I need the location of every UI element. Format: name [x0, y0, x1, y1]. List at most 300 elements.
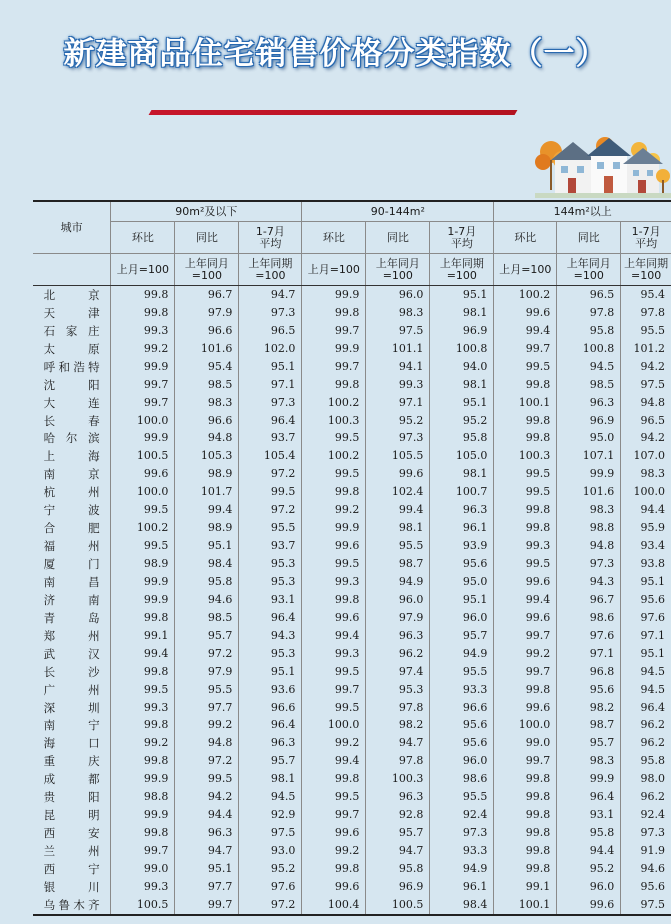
index-value: 95.5 — [430, 663, 494, 681]
index-value: 94.5 — [239, 788, 302, 806]
city-header: 城市 — [33, 201, 111, 254]
city-label: 大 连 — [43, 395, 100, 410]
city-name — [33, 752, 111, 770]
index-value: 101.6 — [557, 483, 621, 501]
index-value: 99.7 — [494, 340, 557, 358]
index-value: 97.6 — [239, 878, 302, 896]
index-value: 99.3 — [111, 699, 175, 717]
city-name — [33, 430, 111, 448]
city-name — [33, 788, 111, 806]
index-value: 99.3 — [494, 537, 557, 555]
index-value: 100.1 — [494, 394, 557, 412]
index-value: 100.5 — [111, 447, 175, 465]
index-value: 95.1 — [430, 394, 494, 412]
index-value: 93.1 — [557, 806, 621, 824]
mom-header: 环比 — [302, 222, 366, 254]
index-value: 99.6 — [302, 824, 366, 842]
index-value: 94.9 — [430, 645, 494, 663]
table-row — [33, 663, 671, 681]
index-value: 95.8 — [175, 573, 239, 591]
index-value: 94.9 — [366, 573, 430, 591]
index-value: 95.6 — [621, 878, 671, 896]
city-name — [33, 717, 111, 735]
city-name — [33, 483, 111, 501]
index-value: 94.6 — [175, 591, 239, 609]
index-value: 94.7 — [239, 286, 302, 304]
city-label: 广 州 — [43, 682, 100, 697]
city-name — [33, 824, 111, 842]
index-value: 95.3 — [239, 645, 302, 663]
table-row — [33, 501, 671, 519]
index-value: 96.2 — [366, 645, 430, 663]
index-value: 97.6 — [557, 627, 621, 645]
city-label: 银 川 — [43, 879, 100, 894]
index-value: 99.2 — [111, 340, 175, 358]
table-row — [33, 699, 671, 717]
index-value: 99.8 — [111, 824, 175, 842]
index-value: 93.4 — [621, 537, 671, 555]
index-value: 95.9 — [621, 519, 671, 537]
index-value: 98.2 — [366, 717, 430, 735]
index-value: 96.3 — [430, 501, 494, 519]
index-value: 99.7 — [494, 627, 557, 645]
index-value: 97.3 — [239, 394, 302, 412]
index-value: 95.2 — [557, 860, 621, 878]
index-value: 99.6 — [494, 609, 557, 627]
index-value: 99.8 — [494, 519, 557, 537]
city-label: 西 宁 — [43, 861, 100, 876]
index-value: 99.6 — [557, 896, 621, 915]
city-name — [33, 447, 111, 465]
ytd-base-header: 上年同期 =100 — [239, 254, 302, 286]
page-title: 新建商品住宅销售价格分类指数（一） — [63, 36, 608, 72]
table-row — [33, 645, 671, 663]
index-value: 97.4 — [366, 663, 430, 681]
index-value: 96.2 — [621, 717, 671, 735]
group-header-small: 90m²及以下 — [111, 201, 302, 222]
index-value: 99.8 — [494, 430, 557, 448]
index-value: 99.7 — [111, 394, 175, 412]
index-value: 95.7 — [430, 627, 494, 645]
index-value: 99.8 — [111, 304, 175, 322]
index-value: 99.9 — [557, 465, 621, 483]
index-value: 94.4 — [557, 842, 621, 860]
index-value: 99.3 — [111, 322, 175, 340]
index-value: 94.8 — [557, 537, 621, 555]
table-row — [33, 717, 671, 735]
city-label: 昆 明 — [43, 808, 100, 823]
index-value: 98.9 — [175, 519, 239, 537]
index-value: 97.9 — [175, 304, 239, 322]
index-value: 99.9 — [111, 806, 175, 824]
city-name — [33, 842, 111, 860]
index-value: 99.1 — [494, 878, 557, 896]
index-value: 95.0 — [430, 573, 494, 591]
table-row — [33, 394, 671, 412]
index-value: 99.3 — [302, 645, 366, 663]
index-value: 100.7 — [430, 483, 494, 501]
index-value: 97.9 — [175, 663, 239, 681]
ytd-avg-header: 1-7月 平均 — [430, 222, 494, 254]
table-row — [33, 734, 671, 752]
index-value: 98.4 — [430, 896, 494, 915]
index-value: 98.6 — [430, 770, 494, 788]
index-value: 95.6 — [430, 717, 494, 735]
index-value: 97.6 — [621, 609, 671, 627]
index-value: 99.8 — [494, 842, 557, 860]
index-value: 96.3 — [366, 788, 430, 806]
index-value: 99.8 — [302, 304, 366, 322]
index-value: 100.3 — [302, 412, 366, 430]
index-value: 102.4 — [366, 483, 430, 501]
index-value: 97.2 — [239, 465, 302, 483]
index-value: 99.2 — [302, 842, 366, 860]
index-value: 99.7 — [302, 358, 366, 376]
index-value: 99.3 — [111, 878, 175, 896]
index-value: 98.8 — [557, 519, 621, 537]
table-row — [33, 465, 671, 483]
index-value: 97.7 — [175, 878, 239, 896]
index-value: 98.7 — [366, 555, 430, 573]
index-value: 98.1 — [430, 376, 494, 394]
table-row — [33, 752, 671, 770]
index-value: 95.5 — [366, 537, 430, 555]
index-value: 95.6 — [430, 734, 494, 752]
index-value: 95.7 — [366, 824, 430, 842]
index-value: 99.8 — [494, 860, 557, 878]
index-value: 99.9 — [302, 286, 366, 304]
city-label: 太 原 — [43, 341, 100, 356]
index-value: 100.5 — [111, 896, 175, 915]
index-value: 95.8 — [621, 752, 671, 770]
index-value: 99.7 — [302, 806, 366, 824]
index-value: 97.3 — [621, 824, 671, 842]
city-name — [33, 465, 111, 483]
group-header-medium: 90-144m² — [302, 201, 494, 222]
city-name — [33, 376, 111, 394]
index-value: 99.5 — [175, 770, 239, 788]
index-value: 96.6 — [239, 699, 302, 717]
ytd-avg-header: 1-7月 平均 — [621, 222, 671, 254]
index-value: 95.4 — [175, 358, 239, 376]
city-name — [33, 681, 111, 699]
index-value: 99.8 — [494, 788, 557, 806]
index-value: 97.8 — [366, 699, 430, 717]
index-value: 97.3 — [366, 430, 430, 448]
index-value: 96.3 — [557, 394, 621, 412]
index-value: 99.9 — [302, 340, 366, 358]
index-value: 98.1 — [430, 465, 494, 483]
index-value: 96.3 — [239, 734, 302, 752]
index-value: 94.4 — [621, 501, 671, 519]
index-value: 97.5 — [621, 376, 671, 394]
index-value: 95.6 — [430, 555, 494, 573]
index-value: 96.0 — [430, 752, 494, 770]
table-row — [33, 483, 671, 501]
index-value: 101.7 — [175, 483, 239, 501]
index-value: 95.7 — [557, 734, 621, 752]
index-value: 100.2 — [302, 447, 366, 465]
index-value: 93.1 — [239, 591, 302, 609]
index-value: 98.7 — [557, 717, 621, 735]
index-value: 99.4 — [111, 645, 175, 663]
index-value: 99.6 — [302, 537, 366, 555]
index-value: 95.1 — [239, 663, 302, 681]
index-value: 99.5 — [111, 501, 175, 519]
city-label: 西 安 — [43, 826, 100, 841]
city-label: 青 岛 — [43, 610, 100, 625]
empty-header-cell — [33, 254, 111, 286]
city-name — [33, 699, 111, 717]
city-label: 济 南 — [43, 592, 100, 607]
index-value: 93.0 — [239, 842, 302, 860]
index-value: 98.1 — [430, 304, 494, 322]
index-value: 100.0 — [621, 483, 671, 501]
yoy-base-header: 上年同月 =100 — [557, 254, 621, 286]
index-value: 99.8 — [302, 376, 366, 394]
city-label: 长 春 — [43, 413, 100, 428]
index-value: 96.8 — [557, 663, 621, 681]
city-label: 哈尔滨 — [43, 431, 100, 446]
index-value: 95.5 — [430, 788, 494, 806]
index-value: 100.5 — [366, 896, 430, 915]
city-label: 深 圳 — [43, 700, 100, 715]
index-value: 95.6 — [621, 591, 671, 609]
table-row — [33, 806, 671, 824]
index-value: 99.9 — [111, 358, 175, 376]
index-value: 97.1 — [239, 376, 302, 394]
index-value: 95.5 — [239, 519, 302, 537]
index-value: 99.4 — [302, 752, 366, 770]
city-name — [33, 286, 111, 304]
index-value: 99.4 — [302, 627, 366, 645]
index-value: 99.5 — [111, 537, 175, 555]
table-row — [33, 447, 671, 465]
index-value: 99.8 — [302, 483, 366, 501]
index-value: 94.2 — [621, 358, 671, 376]
index-value: 99.6 — [494, 304, 557, 322]
yoy-header: 同比 — [175, 222, 239, 254]
index-value: 95.1 — [621, 573, 671, 591]
index-value: 100.3 — [494, 447, 557, 465]
city-name — [33, 860, 111, 878]
index-value: 95.1 — [175, 537, 239, 555]
table-row — [33, 878, 671, 896]
index-value: 97.5 — [621, 896, 671, 915]
table-row — [33, 896, 671, 915]
city-label: 南 宁 — [43, 718, 100, 733]
city-name — [33, 734, 111, 752]
index-value: 96.4 — [557, 788, 621, 806]
city-label: 合 肥 — [43, 521, 100, 536]
index-value: 99.6 — [494, 699, 557, 717]
index-value: 96.5 — [621, 412, 671, 430]
index-value: 99.7 — [175, 896, 239, 915]
index-value: 94.5 — [557, 358, 621, 376]
index-value: 99.5 — [494, 483, 557, 501]
table-row — [33, 842, 671, 860]
index-value: 100.2 — [494, 286, 557, 304]
mom-base-header: 上月=100 — [494, 254, 557, 286]
index-value: 99.4 — [175, 501, 239, 519]
index-value: 94.9 — [430, 860, 494, 878]
index-value: 97.2 — [175, 645, 239, 663]
yoy-header: 同比 — [366, 222, 430, 254]
city-label: 宁 波 — [43, 503, 100, 518]
city-name — [33, 340, 111, 358]
index-value: 99.9 — [111, 591, 175, 609]
index-value: 105.5 — [366, 447, 430, 465]
city-label: 杭 州 — [43, 485, 100, 500]
group-header-large: 144m²以上 — [494, 201, 671, 222]
index-value: 98.3 — [366, 304, 430, 322]
index-value: 98.3 — [621, 465, 671, 483]
index-value: 100.0 — [302, 717, 366, 735]
index-value: 98.3 — [557, 752, 621, 770]
index-value: 95.1 — [175, 860, 239, 878]
table-row — [33, 340, 671, 358]
index-value: 100.1 — [494, 896, 557, 915]
index-value: 92.4 — [430, 806, 494, 824]
houses-illustration-icon — [535, 130, 671, 198]
index-value: 97.3 — [430, 824, 494, 842]
index-value: 98.9 — [175, 465, 239, 483]
city-label: 成 都 — [43, 772, 100, 787]
mom-base-header: 上月=100 — [111, 254, 175, 286]
index-value: 94.7 — [366, 842, 430, 860]
index-value: 99.0 — [494, 734, 557, 752]
index-value: 94.7 — [175, 842, 239, 860]
index-value: 96.0 — [430, 609, 494, 627]
ytd-base-header: 上年同期 =100 — [621, 254, 671, 286]
city-label: 呼和浩特 — [43, 359, 100, 374]
index-value: 99.6 — [302, 609, 366, 627]
index-value: 97.9 — [366, 609, 430, 627]
index-value: 100.8 — [557, 340, 621, 358]
index-value: 92.8 — [366, 806, 430, 824]
index-value: 99.4 — [494, 591, 557, 609]
index-value: 98.1 — [239, 770, 302, 788]
index-value: 107.0 — [621, 447, 671, 465]
index-value: 107.1 — [557, 447, 621, 465]
index-value: 96.4 — [621, 699, 671, 717]
index-value: 99.3 — [366, 376, 430, 394]
index-value: 99.2 — [494, 645, 557, 663]
index-value: 99.4 — [366, 501, 430, 519]
index-value: 99.5 — [494, 358, 557, 376]
table-row — [33, 681, 671, 699]
index-value: 96.5 — [239, 322, 302, 340]
table-row — [33, 322, 671, 340]
index-value: 98.9 — [111, 555, 175, 573]
table-row — [33, 519, 671, 537]
index-value: 93.7 — [239, 430, 302, 448]
city-label: 南 京 — [43, 467, 100, 482]
index-value: 96.4 — [239, 609, 302, 627]
index-value: 96.0 — [366, 591, 430, 609]
table-row — [33, 591, 671, 609]
index-value: 94.1 — [366, 358, 430, 376]
index-value: 99.9 — [111, 430, 175, 448]
index-value: 105.4 — [239, 447, 302, 465]
city-label: 海 口 — [43, 736, 100, 751]
table-row — [33, 824, 671, 842]
index-value: 96.7 — [175, 286, 239, 304]
city-label: 沈 阳 — [43, 377, 100, 392]
index-value: 99.8 — [494, 376, 557, 394]
index-value: 99.7 — [111, 842, 175, 860]
mom-header: 环比 — [111, 222, 175, 254]
index-value: 93.3 — [430, 681, 494, 699]
index-value: 100.0 — [111, 412, 175, 430]
table-row — [33, 286, 671, 304]
index-value: 98.5 — [175, 609, 239, 627]
index-value: 99.6 — [366, 465, 430, 483]
index-value: 98.0 — [621, 770, 671, 788]
index-value: 99.9 — [557, 770, 621, 788]
index-value: 99.5 — [494, 555, 557, 573]
index-value: 95.0 — [557, 430, 621, 448]
index-value: 96.6 — [175, 412, 239, 430]
index-value: 96.2 — [621, 788, 671, 806]
index-value: 93.8 — [621, 555, 671, 573]
index-value: 99.7 — [494, 752, 557, 770]
index-value: 99.1 — [111, 627, 175, 645]
city-name — [33, 412, 111, 430]
city-name — [33, 519, 111, 537]
index-value: 99.5 — [302, 663, 366, 681]
index-value: 95.8 — [366, 860, 430, 878]
city-name — [33, 573, 111, 591]
index-value: 97.1 — [366, 394, 430, 412]
index-value: 99.5 — [302, 699, 366, 717]
index-value: 93.7 — [239, 537, 302, 555]
index-value: 97.3 — [239, 304, 302, 322]
index-value: 99.4 — [494, 322, 557, 340]
index-value: 98.3 — [557, 501, 621, 519]
index-value: 97.5 — [366, 322, 430, 340]
index-value: 98.2 — [557, 699, 621, 717]
index-value: 99.2 — [302, 501, 366, 519]
index-value: 98.8 — [111, 788, 175, 806]
index-value: 98.6 — [557, 609, 621, 627]
index-value: 101.6 — [175, 340, 239, 358]
index-value: 96.6 — [430, 699, 494, 717]
index-value: 94.5 — [621, 663, 671, 681]
index-value: 95.1 — [430, 286, 494, 304]
index-value: 94.2 — [621, 430, 671, 448]
index-value: 95.7 — [175, 627, 239, 645]
index-value: 100.2 — [111, 519, 175, 537]
table-row — [33, 412, 671, 430]
index-value: 99.5 — [302, 788, 366, 806]
table-row — [33, 860, 671, 878]
index-value: 99.7 — [111, 376, 175, 394]
index-value: 96.1 — [430, 519, 494, 537]
index-value: 94.7 — [366, 734, 430, 752]
index-value: 99.8 — [111, 752, 175, 770]
city-name — [33, 645, 111, 663]
ytd-avg-header: 1-7月 平均 — [239, 222, 302, 254]
index-value: 99.8 — [111, 609, 175, 627]
index-value: 95.8 — [557, 322, 621, 340]
index-value: 99.8 — [302, 770, 366, 788]
table-row — [33, 770, 671, 788]
yoy-header: 同比 — [557, 222, 621, 254]
index-value: 99.8 — [111, 717, 175, 735]
index-value: 95.6 — [557, 681, 621, 699]
index-value: 94.4 — [175, 806, 239, 824]
